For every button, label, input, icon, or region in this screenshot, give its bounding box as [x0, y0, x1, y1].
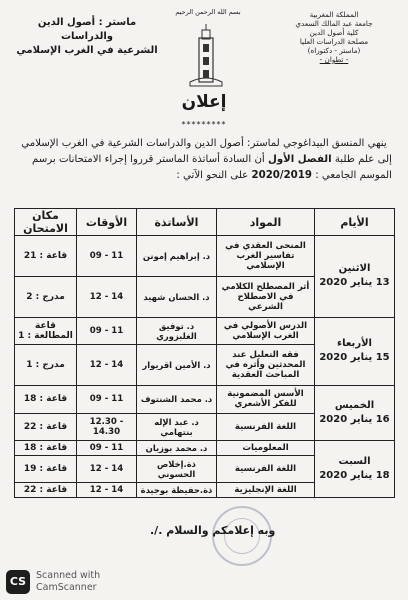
- intro-line-2: [16, 152, 392, 168]
- time-cell: 09 - 11: [77, 441, 137, 455]
- intro-text: الموسم الجامعي :: [315, 170, 392, 181]
- exam-schedule-table: [14, 208, 395, 498]
- intro-text: أن السادة أساتذة الماستر قرروا إجراء الامتحانات برسم: [31, 154, 265, 165]
- professor-cell: ذة.حفيظة بوجيدة: [137, 483, 217, 498]
- intro-text: على النحو الآتي :: [176, 170, 249, 181]
- header-line: جامعة عبد المالك السعدي: [295, 19, 373, 28]
- professor-cell: د. محمد بوزيان: [137, 441, 217, 455]
- module-cell: المنحى العقدي في تفاسير الغرب الإسلامي: [217, 236, 315, 277]
- professor-cell: ذة.إخلاص الحسوني: [137, 455, 217, 483]
- announcement-title: إعلان: [181, 92, 227, 112]
- day-name: الخميس: [334, 400, 375, 412]
- day-name: الاثنين: [338, 263, 371, 275]
- module-cell: المعلوميات: [217, 441, 315, 455]
- day-date: 18 يناير 2020: [319, 470, 390, 482]
- professor-cell: د. الحسان شهيد: [137, 276, 217, 317]
- module-cell: اللغة الفرنسية: [217, 455, 315, 483]
- room-cell: قاعة : 18: [15, 441, 77, 455]
- watermark-line: CamScanner: [36, 582, 97, 593]
- time-cell: 12 - 14: [77, 276, 137, 317]
- day-date: 15 يناير 2020: [319, 352, 390, 364]
- room-cell: قاعة المطالعة : 1: [15, 317, 77, 345]
- program-header: [12, 16, 162, 58]
- room-cell: قاعة : 22: [15, 413, 77, 441]
- col-header-room: مكان الامتحان: [15, 209, 77, 236]
- time-cell: 12.30 - 14.30: [77, 413, 137, 441]
- title-stars: *********: [181, 120, 227, 129]
- day-cell: [315, 317, 395, 385]
- module-cell: الأسس المضمونية للفكر الأشعري: [217, 386, 315, 414]
- room-cell: قاعة : 18: [15, 386, 77, 414]
- program-line: ماستر : أصول الدين والدراسات: [37, 17, 137, 42]
- col-header-professors: الأساتذة: [137, 209, 217, 236]
- table-header-row: [15, 209, 395, 236]
- header-line: كلية أصول الدين: [309, 28, 359, 37]
- closing-line: وبه إعلامكم والسلام ./.: [150, 524, 276, 537]
- day-cell: [315, 441, 395, 498]
- professor-cell: د. محمد الشنتوف: [137, 386, 217, 414]
- header-line: - تطوان -: [319, 55, 349, 64]
- header-line: (ماستر - دكتوراه): [307, 46, 361, 55]
- institution-header: [274, 10, 394, 64]
- basmala: بسم الله الرحمن الرحيم: [175, 8, 241, 16]
- table-row: [15, 386, 395, 414]
- intro-line-3: [16, 168, 392, 184]
- academic-year: 2020/2019: [251, 170, 312, 181]
- room-cell: مدرج : 2: [15, 276, 77, 317]
- module-cell: أثر المصطلح الكلامي في الاصطلاح الشرعي: [217, 276, 315, 317]
- day-cell: [315, 386, 395, 441]
- day-date: 16 يناير 2020: [319, 414, 390, 426]
- semester-label: الفصل الأول: [268, 154, 332, 165]
- time-cell: 09 - 11: [77, 317, 137, 345]
- intro-text: إلى علم طلبة: [334, 154, 392, 165]
- scanner-watermark: [36, 570, 100, 594]
- day-date: 13 يناير 2020: [319, 277, 390, 289]
- col-header-days: الأيام: [315, 209, 395, 236]
- time-cell: 12 - 14: [77, 345, 137, 386]
- header-line: المملكة المغربية: [309, 10, 359, 19]
- intro-line-1: ينهي المنسق البيداغوجي لماستر: أصول الدين والدراسات الشرعية في الغرب الإسلامي: [21, 138, 387, 149]
- day-cell: [315, 236, 395, 318]
- room-cell: قاعة : 19: [15, 455, 77, 483]
- col-header-modules: المواد: [217, 209, 315, 236]
- day-name: الأربعاء: [337, 338, 372, 350]
- program-line: الشرعية في الغرب الإسلامي: [16, 45, 158, 56]
- professor-cell: د. الأمين اقريوار: [137, 345, 217, 386]
- university-emblem-icon: [188, 24, 224, 88]
- module-cell: اللغة الفرنسية: [217, 413, 315, 441]
- header-line: مصلحة الدراسات العليا: [299, 37, 369, 46]
- camscanner-logo-icon: CS: [6, 570, 30, 594]
- intro-paragraph: [16, 136, 392, 184]
- col-header-times: الأوقات: [77, 209, 137, 236]
- time-cell: 12 - 14: [77, 483, 137, 498]
- professor-cell: د. عبد الإله بنتهامي: [137, 413, 217, 441]
- professor-cell: د. توفيق الغلبزوري: [137, 317, 217, 345]
- time-cell: 12 - 14: [77, 455, 137, 483]
- day-name: السبت: [338, 456, 371, 468]
- table-row: [15, 317, 395, 345]
- room-cell: قاعة : 21: [15, 236, 77, 277]
- professor-cell: د. إبراهيم إمونن: [137, 236, 217, 277]
- table-row: [15, 236, 395, 277]
- module-cell: الدرس الأصولي في الغرب الإسلامي: [217, 317, 315, 345]
- time-cell: 09 - 11: [77, 236, 137, 277]
- module-cell: فقه التعليل عند المحدثين وأثره في المباحث العقدية: [217, 345, 315, 386]
- room-cell: مدرج : 1: [15, 345, 77, 386]
- table-row: [15, 441, 395, 455]
- watermark-line: Scanned with: [36, 570, 101, 581]
- time-cell: 09 - 11: [77, 386, 137, 414]
- room-cell: قاعة : 22: [15, 483, 77, 498]
- module-cell: اللغة الإنجليزية: [217, 483, 315, 498]
